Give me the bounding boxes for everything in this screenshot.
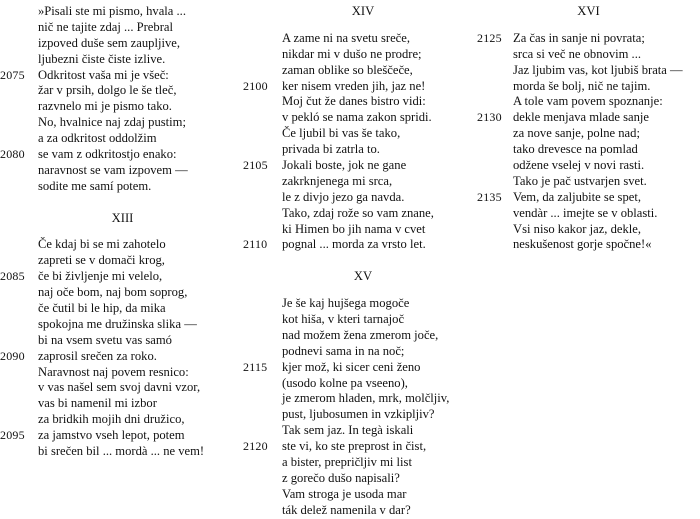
verse-line <box>477 126 700 142</box>
section-spacer <box>243 253 483 269</box>
section-heading: XV <box>353 269 373 284</box>
verse-text: Tako, zdaj rože so vam znane, <box>282 205 434 220</box>
verse-text: zapreti se v domači krog, <box>38 253 165 268</box>
verse-text: spokojna me družinska slika — <box>38 316 197 331</box>
verse-text: morda še bolj, nič ne tajim. <box>513 78 651 93</box>
verse-line <box>477 142 700 158</box>
verse-line <box>243 158 483 174</box>
verse-line <box>0 396 245 412</box>
verse-text: ker nisem vreden jih, jaz ne! <box>282 78 426 93</box>
verse-text: Če ljubil bi vas še tako, <box>282 126 401 141</box>
verse-line <box>243 190 483 206</box>
verse-line <box>477 174 700 190</box>
verse-text: naravnost se vam izpovem — <box>38 162 188 177</box>
verse-text: Tak sem jaz. In tegà iskali <box>282 423 414 438</box>
verse-text: vendàr ... imejte se v oblasti. <box>513 205 658 220</box>
line-number: 2130 <box>477 110 502 125</box>
verse-text: v pekló se nama zakon spridi. <box>282 110 432 125</box>
verse-text: je zmerom hladen, mrk, molčljiv, <box>282 391 450 406</box>
verse-line <box>243 407 483 423</box>
verse-line <box>0 269 245 285</box>
verse-text: za bridkih mojih dni družico, <box>38 412 185 427</box>
line-number: 2085 <box>0 269 25 284</box>
heading-spacer <box>477 20 700 31</box>
verse-line <box>0 36 245 52</box>
verse-text: izpoved duše sem zaupljive, <box>38 35 180 50</box>
verse-text: Vem, da zaljubite se spet, <box>513 189 641 204</box>
verse-line <box>243 423 483 439</box>
verse-text: razvnelo mi je pismo tako. <box>38 99 172 114</box>
verse-text: Jaz ljubim vas, kot ljubiš brata — <box>513 62 683 77</box>
verse-text: sodite me samí potem. <box>38 178 152 193</box>
verse-line <box>0 301 245 317</box>
verse-line <box>0 317 245 333</box>
heading-spacer <box>243 20 483 31</box>
verse-text: bi srečen bil ... mordà ... ne vem! <box>38 444 205 459</box>
verse-line <box>243 376 483 392</box>
line-number: 2125 <box>477 30 502 45</box>
verse-text: žar v prsih, dolgo le še tleč, <box>38 83 177 98</box>
section-spacer <box>0 195 245 211</box>
column-2 <box>243 4 483 519</box>
verse-line <box>243 142 483 158</box>
verse-line <box>0 444 245 460</box>
verse-text: če bi življenje mi velelo, <box>38 269 163 284</box>
verse-line <box>477 63 700 79</box>
verse-line <box>477 31 700 47</box>
verse-line <box>243 439 483 455</box>
verse-line <box>0 163 245 179</box>
verse-line <box>477 110 700 126</box>
verse-line <box>0 4 245 20</box>
verse-line <box>0 52 245 68</box>
verse-line <box>0 412 245 428</box>
verse-text: ták delež namenila v dar? <box>282 502 411 517</box>
verse-text: A tole vam povem spoznanje: <box>513 94 663 109</box>
verse-line <box>0 253 245 269</box>
verse-line <box>243 47 483 63</box>
verse-line <box>477 94 700 110</box>
verse-line <box>243 312 483 328</box>
verse-text: za nove sanje, polne nad; <box>513 126 640 141</box>
verse-text: Če kdaj bi se mi zahotelo <box>38 237 166 252</box>
section-heading: XVI <box>577 4 600 18</box>
verse-line <box>0 68 245 84</box>
verse-text: zakrknjenega mi srca, <box>282 173 393 188</box>
verse-text: Za čas in sanje ni povrata; <box>513 30 645 45</box>
line-number: 2095 <box>0 428 25 443</box>
verse-text: vas bi namenil mi izbor <box>38 396 157 411</box>
verse-line <box>243 296 483 312</box>
verse-text: z gorečo dušo napisali? <box>282 470 400 485</box>
verse-text: Jokali boste, jok ne gane <box>282 158 407 173</box>
verse-line <box>243 63 483 79</box>
verse-text: ki Himen bo jih nama v cvet <box>282 221 426 236</box>
line-number: 2105 <box>243 158 268 173</box>
line-number: 2120 <box>243 439 268 454</box>
verse-line <box>0 99 245 115</box>
verse-text: Moj čut že danes bistro vidi: <box>282 94 426 109</box>
heading-spacer <box>243 285 483 296</box>
line-number: 2080 <box>0 147 25 162</box>
verse-line <box>0 179 245 195</box>
verse-line <box>243 503 483 519</box>
verse-text: Vam stroga je usoda mar <box>282 486 407 501</box>
verse-line <box>243 222 483 238</box>
heading-spacer <box>0 226 245 237</box>
verse-line <box>243 237 483 253</box>
verse-text: pognal ... morda za vrsto let. <box>282 237 426 252</box>
verse-line <box>243 487 483 503</box>
line-number: 2135 <box>477 189 502 204</box>
verse-line <box>243 455 483 471</box>
verse-text: bi na vsem svetu vas samó <box>38 332 172 347</box>
verse-text: naj oče bom, naj bom soprog, <box>38 285 188 300</box>
verse-line <box>477 190 700 206</box>
verse-line <box>0 428 245 444</box>
column-1 <box>0 4 245 460</box>
verse-text: zaprosil srečen za roko. <box>38 348 157 363</box>
verse-line <box>243 360 483 376</box>
verse-line <box>0 147 245 163</box>
verse-text: kjer mož, ki sicer ceni ženo <box>282 359 421 374</box>
verse-text: nad možem žena zmerom joče, <box>282 327 439 342</box>
verse-text: Odkritost vaša mi je všeč: <box>38 67 169 82</box>
verse-text: podnevi sama in na noč; <box>282 343 405 358</box>
verse-text: srca si več ne obnovim ... <box>513 46 642 61</box>
verse-text: »Pisali ste mi pismo, hvala ... <box>38 4 186 18</box>
verse-text: pust, ljubosumen in vzkipljiv? <box>282 407 435 422</box>
verse-text: za jamstvo vseh lepot, potem <box>38 428 185 443</box>
verse-line <box>243 126 483 142</box>
verse-line <box>0 365 245 381</box>
verse-text: nikdar mi v dušo ne prodre; <box>282 46 422 61</box>
line-number: 2090 <box>0 348 25 363</box>
verse-text: zaman oblike so bleščeče, <box>282 62 413 77</box>
line-number: 2110 <box>243 237 268 252</box>
verse-text: kot hiša, v kteri tarnajoč <box>282 312 405 327</box>
verse-line <box>0 115 245 131</box>
verse-text: neskušenost gorje spočne!« <box>513 237 652 252</box>
verse-line <box>477 158 700 174</box>
verse-text: nič ne tajite zdaj ... Prebral <box>38 19 173 34</box>
section-heading: XIV <box>351 4 375 18</box>
verse-line <box>477 47 700 63</box>
verse-line <box>477 79 700 95</box>
verse-text: privada bi zatrla to. <box>282 142 380 157</box>
verse-text: a bister, prepričljiv mi list <box>282 455 412 470</box>
section-heading: XIII <box>111 210 134 225</box>
verse-text: No, hvalnice naj zdaj pustim; <box>38 115 186 130</box>
verse-line <box>243 174 483 190</box>
verse-text: Tako je pač ustvarjen svet. <box>513 173 647 188</box>
verse-line <box>477 206 700 222</box>
verse-line <box>477 237 700 253</box>
verse-line <box>243 206 483 222</box>
verse-line <box>243 391 483 407</box>
verse-text: odžene vselej v novi rasti. <box>513 158 645 173</box>
verse-text: v vas našel sem svoj davni vzor, <box>38 380 201 395</box>
verse-text: tako drevesce na pomlad <box>513 142 638 157</box>
verse-line <box>243 471 483 487</box>
verse-text: se vam z odkritostjo enako: <box>38 147 177 162</box>
column-3 <box>477 4 700 253</box>
verse-line <box>243 31 483 47</box>
verse-line <box>0 333 245 349</box>
verse-line <box>243 328 483 344</box>
verse-line <box>0 20 245 36</box>
line-number: 2100 <box>243 78 268 93</box>
line-number: 2115 <box>243 359 268 374</box>
verse-text: dekle menjava mlade sanje <box>513 110 650 125</box>
line-number: 2075 <box>0 67 25 82</box>
verse-line <box>477 222 700 238</box>
verse-text: Vsi niso kakor jaz, dekle, <box>513 221 642 236</box>
verse-text: A zame ni na svetu sreče, <box>282 30 410 45</box>
verse-text: če čutil bi le hip, da mika <box>38 301 166 316</box>
verse-line <box>243 94 483 110</box>
verse-line <box>0 237 245 253</box>
verse-text: Je še kaj hujšega mogoče <box>282 296 410 311</box>
verse-text: ste vi, ko ste preprost in čist, <box>282 439 427 454</box>
verse-line <box>243 110 483 126</box>
verse-text: ljubezni čiste čiste izlive. <box>38 51 166 66</box>
verse-line <box>0 83 245 99</box>
verse-line <box>243 344 483 360</box>
verse-text: le z divjo jezo ga navda. <box>282 189 405 204</box>
verse-line <box>0 349 245 365</box>
verse-text: (usodo kolne pa vseeno), <box>282 375 408 390</box>
verse-line <box>0 285 245 301</box>
verse-line <box>0 131 245 147</box>
verse-text: Naravnost naj povem resnico: <box>38 364 189 379</box>
verse-line <box>243 79 483 95</box>
verse-line <box>0 380 245 396</box>
verse-text: a za odkritost oddolžim <box>38 131 157 146</box>
